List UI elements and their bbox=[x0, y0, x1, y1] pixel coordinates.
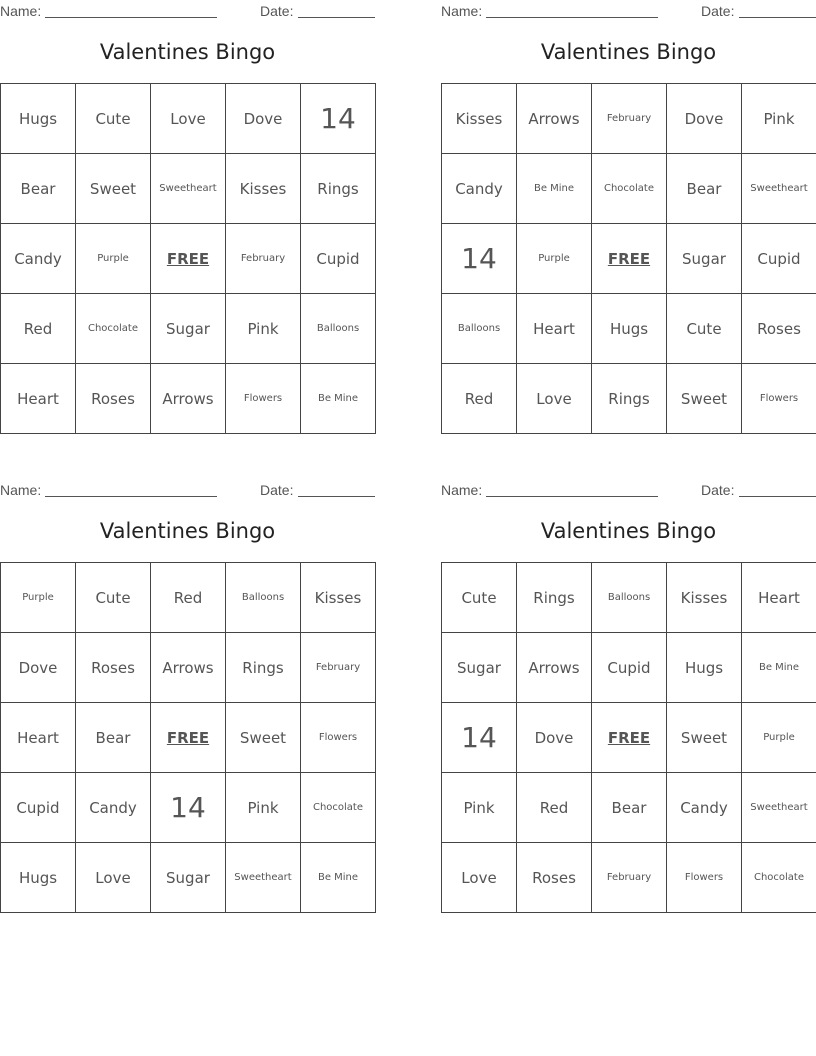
bingo-cell: Love bbox=[76, 843, 151, 913]
bingo-cell: Kisses bbox=[667, 563, 742, 633]
bingo-cell: Chocolate bbox=[742, 843, 816, 913]
bingo-cell: Hugs bbox=[592, 294, 667, 364]
name-line[interactable] bbox=[45, 17, 217, 18]
bingo-cell: Roses bbox=[517, 843, 592, 913]
bingo-cell: 14 bbox=[151, 773, 226, 843]
bingo-cell: Cute bbox=[667, 294, 742, 364]
bingo-cell: Cupid bbox=[592, 633, 667, 703]
bingo-cell: Pink bbox=[442, 773, 517, 843]
bingo-cell: Rings bbox=[517, 563, 592, 633]
bingo-cell: Bear bbox=[1, 154, 76, 224]
date-label: Date: bbox=[701, 482, 735, 498]
bingo-grid bbox=[0, 562, 376, 913]
bingo-cell: Candy bbox=[76, 773, 151, 843]
free-space: FREE bbox=[151, 703, 226, 773]
name-label: Name: bbox=[441, 482, 483, 498]
bingo-cell: Flowers bbox=[301, 703, 376, 773]
bingo-cell: Heart bbox=[742, 563, 816, 633]
bingo-cell: Candy bbox=[442, 154, 517, 224]
bingo-cell: Chocolate bbox=[301, 773, 376, 843]
date-label: Date: bbox=[260, 482, 294, 498]
bingo-cell: Pink bbox=[226, 773, 301, 843]
date-label: Date: bbox=[260, 3, 294, 19]
bingo-cell: Arrows bbox=[151, 633, 226, 703]
bingo-cell: Be Mine bbox=[301, 843, 376, 913]
name-label: Name: bbox=[441, 3, 483, 19]
bingo-cell: Kisses bbox=[442, 84, 517, 154]
bingo-cell: Kisses bbox=[226, 154, 301, 224]
name-line[interactable] bbox=[486, 17, 658, 18]
bingo-cell: Sweet bbox=[667, 703, 742, 773]
bingo-cell: Roses bbox=[76, 633, 151, 703]
bingo-cell: Flowers bbox=[226, 364, 301, 434]
bingo-row bbox=[1, 294, 376, 364]
bingo-cell: Rings bbox=[301, 154, 376, 224]
bingo-row bbox=[442, 563, 816, 633]
bingo-row bbox=[442, 703, 816, 773]
card-title: Valentines Bingo bbox=[540, 519, 717, 543]
bingo-cell: Balloons bbox=[442, 294, 517, 364]
bingo-cell: Sweet bbox=[667, 364, 742, 434]
bingo-cell: Heart bbox=[517, 294, 592, 364]
free-space: FREE bbox=[151, 224, 226, 294]
bingo-cell: Sweetheart bbox=[226, 843, 301, 913]
bingo-cell: Chocolate bbox=[76, 294, 151, 364]
bingo-row bbox=[442, 843, 816, 913]
bingo-cell: Arrows bbox=[151, 364, 226, 434]
bingo-card bbox=[0, 479, 375, 912]
bingo-cell: Cupid bbox=[301, 224, 376, 294]
bingo-cell: Dove bbox=[1, 633, 76, 703]
card-header bbox=[441, 0, 816, 20]
card-header bbox=[0, 0, 375, 20]
bingo-cell: Balloons bbox=[301, 294, 376, 364]
bingo-cell: Sweet bbox=[226, 703, 301, 773]
bingo-cell: Sweetheart bbox=[742, 154, 816, 224]
bingo-cell: Purple bbox=[742, 703, 816, 773]
bingo-row bbox=[442, 773, 816, 843]
bingo-cell: Sweet bbox=[76, 154, 151, 224]
bingo-cell: Cupid bbox=[742, 224, 816, 294]
bingo-cell: Hugs bbox=[1, 843, 76, 913]
bingo-cell: Cupid bbox=[1, 773, 76, 843]
bingo-grid bbox=[441, 83, 816, 434]
bingo-cell: Red bbox=[151, 563, 226, 633]
bingo-cell: 14 bbox=[442, 703, 517, 773]
date-label: Date: bbox=[701, 3, 735, 19]
bingo-cell: Love bbox=[517, 364, 592, 434]
bingo-cell: Cute bbox=[442, 563, 517, 633]
bingo-cell: Rings bbox=[592, 364, 667, 434]
bingo-cell: Red bbox=[442, 364, 517, 434]
bingo-cell: Kisses bbox=[301, 563, 376, 633]
bingo-card bbox=[441, 0, 816, 433]
bingo-cell: 14 bbox=[301, 84, 376, 154]
card-title: Valentines Bingo bbox=[99, 519, 276, 543]
card-title: Valentines Bingo bbox=[99, 40, 276, 64]
name-line[interactable] bbox=[45, 496, 217, 497]
bingo-cell: Bear bbox=[592, 773, 667, 843]
date-line[interactable] bbox=[739, 496, 816, 497]
bingo-row bbox=[442, 633, 816, 703]
bingo-cell: Red bbox=[517, 773, 592, 843]
date-line[interactable] bbox=[298, 496, 375, 497]
bingo-cell: Sugar bbox=[151, 294, 226, 364]
bingo-cell: Balloons bbox=[226, 563, 301, 633]
bingo-row bbox=[1, 364, 376, 434]
date-line[interactable] bbox=[298, 17, 375, 18]
bingo-cell: Bear bbox=[76, 703, 151, 773]
bingo-cell: Hugs bbox=[667, 633, 742, 703]
bingo-cell: Be Mine bbox=[301, 364, 376, 434]
card-header bbox=[441, 479, 816, 499]
bingo-cell: Arrows bbox=[517, 633, 592, 703]
bingo-cell: Flowers bbox=[667, 843, 742, 913]
bingo-row bbox=[442, 364, 816, 434]
bingo-cell: Sugar bbox=[667, 224, 742, 294]
bingo-cell: Rings bbox=[226, 633, 301, 703]
bingo-cell: February bbox=[301, 633, 376, 703]
bingo-cell: Purple bbox=[1, 563, 76, 633]
bingo-cell: Love bbox=[442, 843, 517, 913]
bingo-row bbox=[1, 224, 376, 294]
bingo-cell: Candy bbox=[1, 224, 76, 294]
card-header bbox=[0, 479, 375, 499]
bingo-cell: Be Mine bbox=[742, 633, 816, 703]
card-title: Valentines Bingo bbox=[540, 40, 717, 64]
bingo-cell: February bbox=[592, 843, 667, 913]
bingo-cell: Purple bbox=[517, 224, 592, 294]
free-space: FREE bbox=[592, 224, 667, 294]
bingo-row bbox=[1, 84, 376, 154]
bingo-row bbox=[1, 154, 376, 224]
bingo-row bbox=[1, 843, 376, 913]
bingo-cell: Hugs bbox=[1, 84, 76, 154]
bingo-row bbox=[1, 563, 376, 633]
bingo-cell: Chocolate bbox=[592, 154, 667, 224]
bingo-cell: Bear bbox=[667, 154, 742, 224]
bingo-row bbox=[442, 84, 816, 154]
bingo-cell: Candy bbox=[667, 773, 742, 843]
bingo-cell: Heart bbox=[1, 364, 76, 434]
name-line[interactable] bbox=[486, 496, 658, 497]
bingo-card bbox=[0, 0, 375, 433]
bingo-cell: Dove bbox=[667, 84, 742, 154]
bingo-cell: Dove bbox=[226, 84, 301, 154]
bingo-row bbox=[442, 154, 816, 224]
bingo-row bbox=[1, 773, 376, 843]
bingo-cell: Cute bbox=[76, 84, 151, 154]
bingo-cell: Roses bbox=[742, 294, 816, 364]
name-label: Name: bbox=[0, 3, 42, 19]
bingo-row bbox=[1, 703, 376, 773]
date-line[interactable] bbox=[739, 17, 816, 18]
bingo-cell: Be Mine bbox=[517, 154, 592, 224]
bingo-cell: Love bbox=[151, 84, 226, 154]
bingo-cell: February bbox=[592, 84, 667, 154]
bingo-row bbox=[442, 294, 816, 364]
bingo-cell: Cute bbox=[76, 563, 151, 633]
bingo-cell: Sweetheart bbox=[742, 773, 816, 843]
bingo-cell: Purple bbox=[76, 224, 151, 294]
bingo-grid bbox=[0, 83, 376, 434]
bingo-cell: Balloons bbox=[592, 563, 667, 633]
free-space: FREE bbox=[592, 703, 667, 773]
bingo-cell: Sugar bbox=[442, 633, 517, 703]
bingo-cell: February bbox=[226, 224, 301, 294]
bingo-cell: Flowers bbox=[742, 364, 816, 434]
bingo-cell: Heart bbox=[1, 703, 76, 773]
bingo-cell: Sugar bbox=[151, 843, 226, 913]
bingo-cell: Dove bbox=[517, 703, 592, 773]
bingo-row bbox=[1, 633, 376, 703]
bingo-cell: Pink bbox=[226, 294, 301, 364]
bingo-grid bbox=[441, 562, 816, 913]
bingo-cell: Sweetheart bbox=[151, 154, 226, 224]
name-label: Name: bbox=[0, 482, 42, 498]
bingo-cell: Pink bbox=[742, 84, 816, 154]
bingo-card bbox=[441, 479, 816, 912]
bingo-cell: Arrows bbox=[517, 84, 592, 154]
bingo-cell: Roses bbox=[76, 364, 151, 434]
bingo-cell: Red bbox=[1, 294, 76, 364]
bingo-cell: 14 bbox=[442, 224, 517, 294]
bingo-row bbox=[442, 224, 816, 294]
